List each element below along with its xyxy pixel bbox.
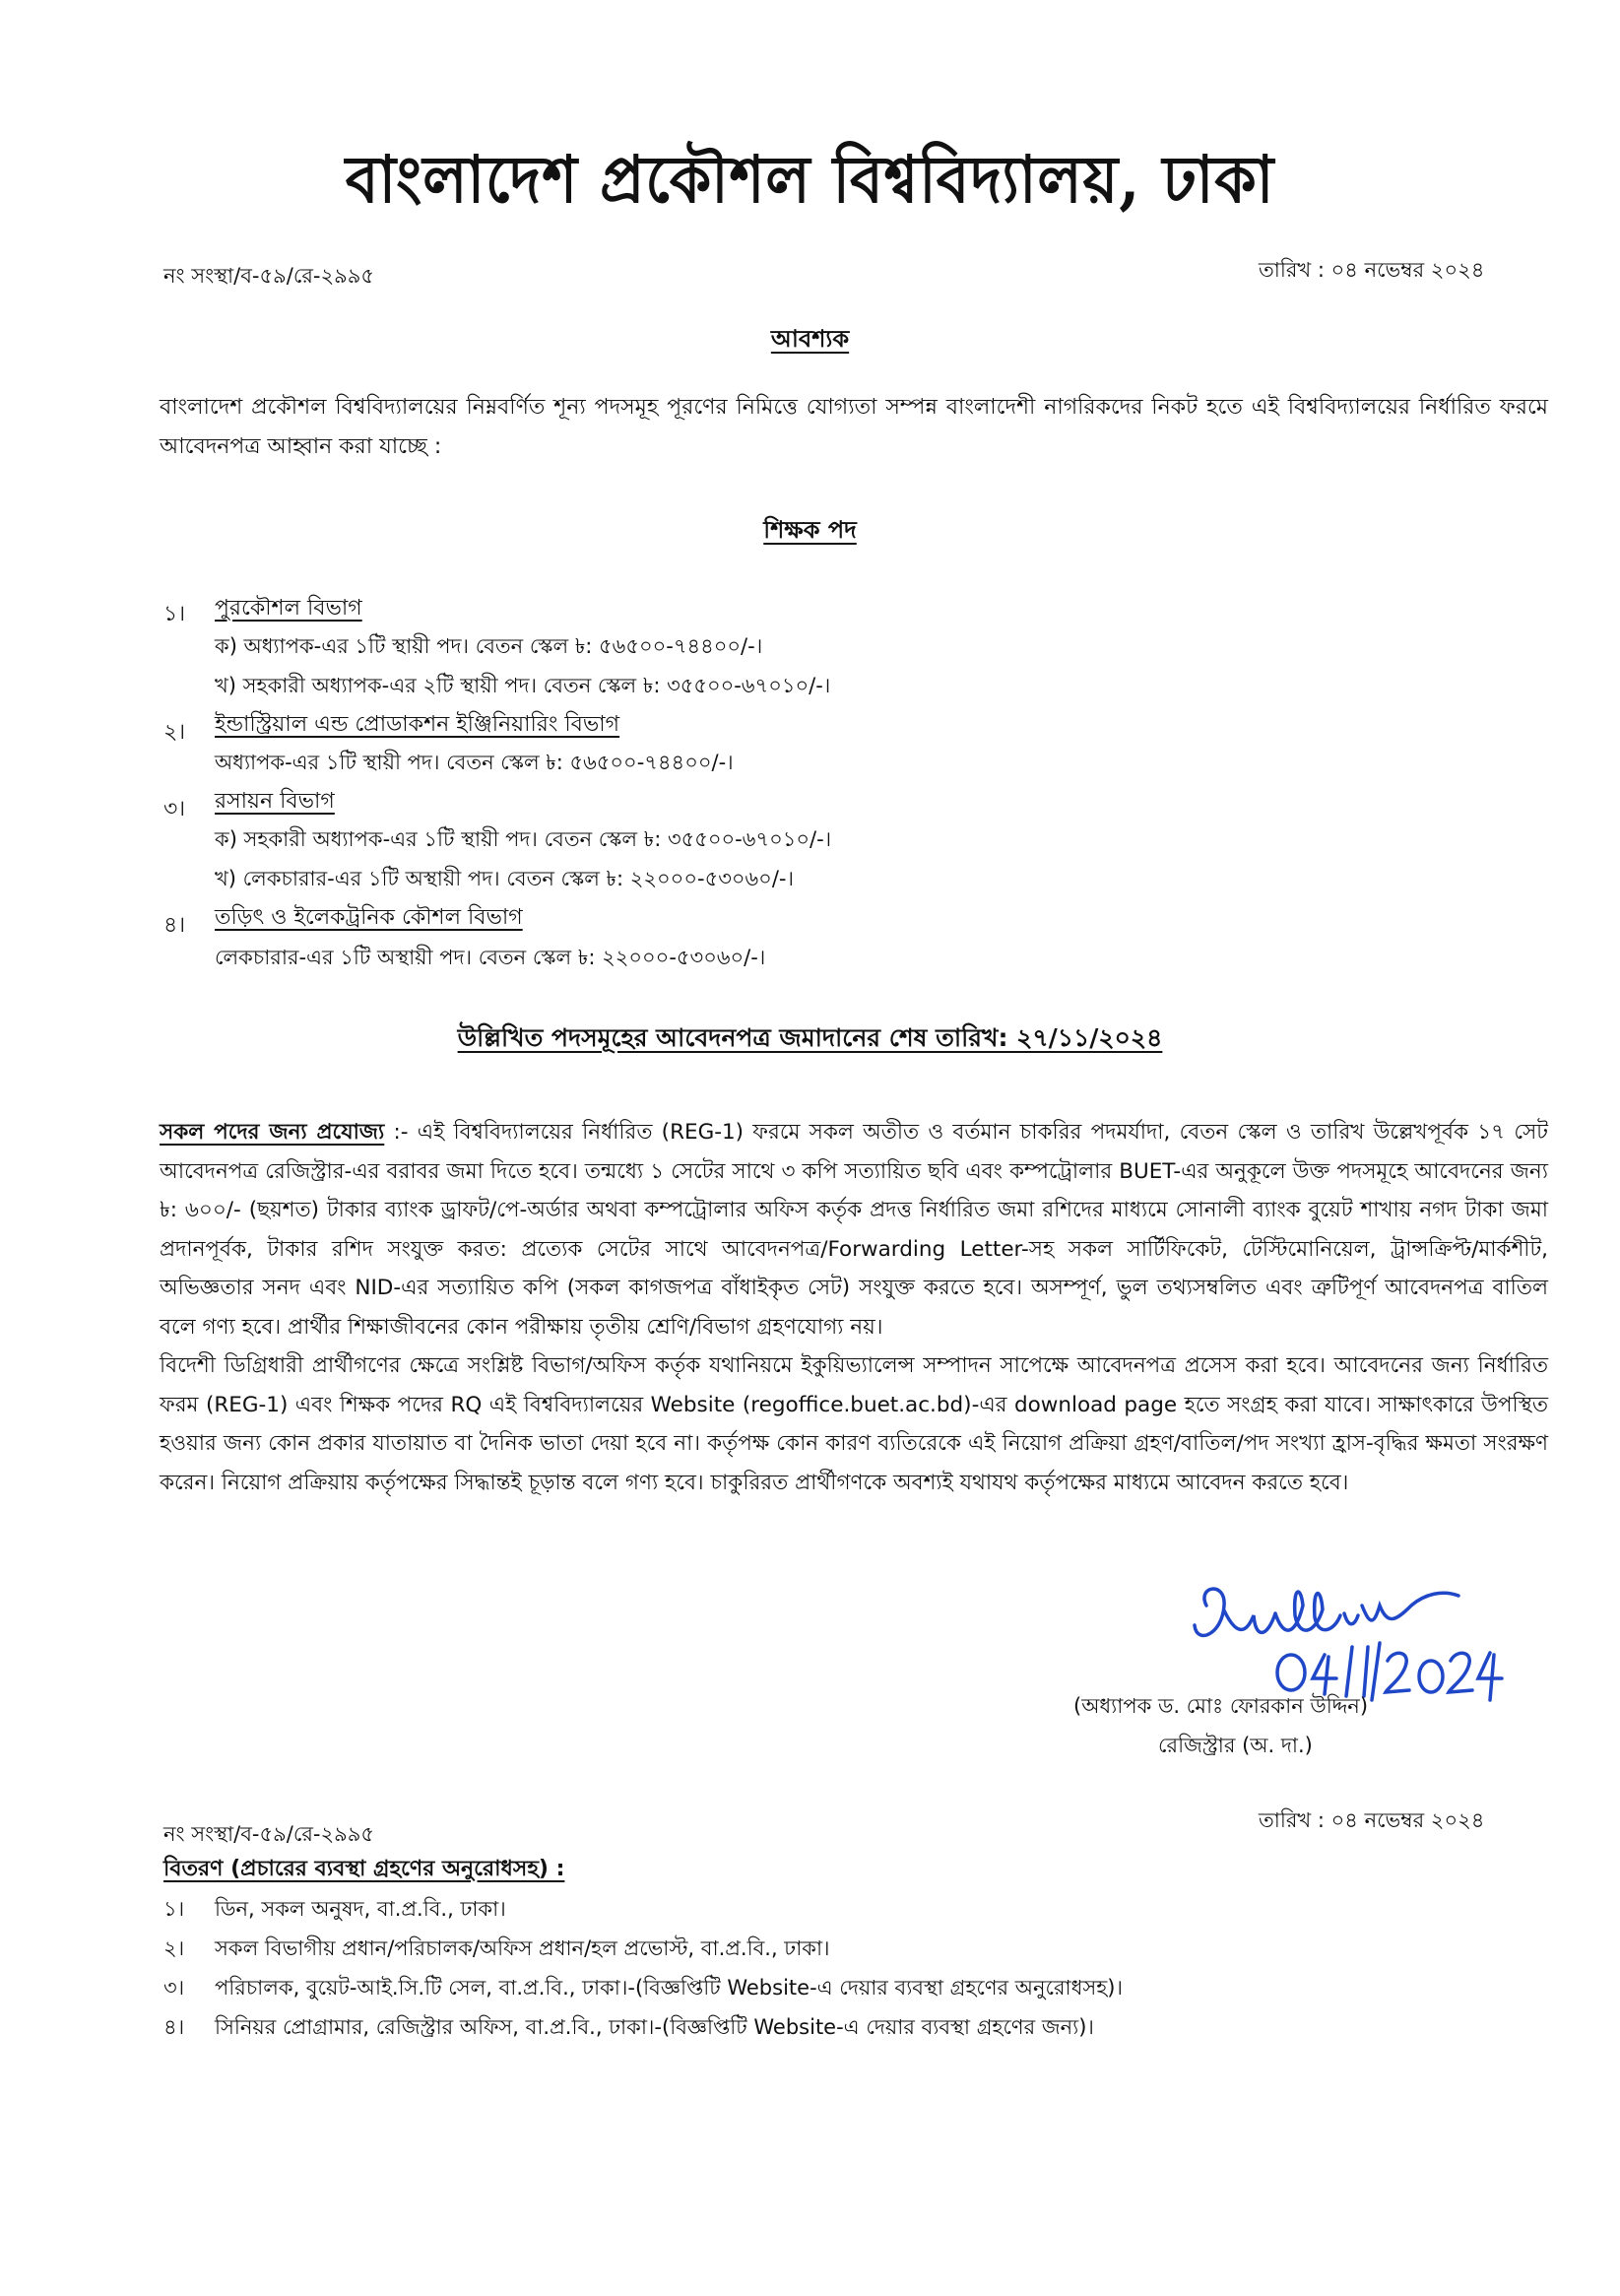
notice-date: তারিখ : ০৪ নভেম্বর ২০২৪ [1259,258,1485,282]
distribution-heading: বিতরণ (প্রচারের ব্যবস্থা গ্রহণের অনুরোধসহ) : [163,1857,565,1881]
department-number: ৩। [163,797,186,821]
distribution-item-number: ২। [163,1936,185,1960]
rules-text-1: :- এই বিশ্ববিদ্যালয়ের নির্ধারিত (REG-1) ফরমে সকল অতীত ও বর্তমান চাকরির পদমর্যাদা, বেতন স্কেল ও তারিখ উল্লেখপূর্বক ১৭ সেট আবেদনপত্র রেজিস্ট্রার-এর বরাবর জমা দিতে হবে। তন্মধ্যে ১ সেটের সাথে ৩ কপি সত্যায়িত ছবি এবং কম্পট্রোলার BUET-এর অনুকূলে উক্ত পদসমূহে আবেদনের জন্য ৳: ৬০০/- (ছয়শত) টাকার ব্যাংক ড্রাফট/পে-অর্ডার অথবা কম্পট্রোলার অফিস কর্তৃক প্রদত্ত নির্ধারিত জমা রশিদের মাধ্যমে সোনালী ব্যাংক বুয়েট শাখায় নগদ টাকা জমা প্রদানপূর্বক, টাকার রশিদ সংযুক্ত করত: প্রত্যেক সেটের সাথে আবেদনপত্র/Forwarding Letter-সহ সকল সার্টিফিকেট, টেস্টিমোনিয়েল, ট্রান্সক্রিপ্ট/মার্কশীট, অভিজ্ঞতার সনদ এবং NID-এর সত্যায়িত কপি (সকল কাগজপত্র বাঁধাইকৃত সেট) সংযুক্ত করতে হবে। অসম্পূর্ণ, ভুল তথ্যসম্বলিত এবং ত্রুটিপূর্ণ আবেদনপত্র বাতিল বলে গণ্য হবে। প্রার্থীর শিক্ষাজীবনের কোন পরীক্ষায় তৃতীয় শ্রেণি/বিভাগ গ্রহণযোগ্য নয়। [160,1120,1548,1340]
notice-heading: আবশ্যক [770,325,850,353]
distribution-item-number: ৪। [163,2015,185,2039]
distribution-date: তারিখ : ০৪ নভেম্বর ২০২৪ [1259,1808,1485,1832]
section-title: শিক্ষক পদ [763,516,857,544]
post-line: খ) লেকচারার-এর ১টি অস্থায়ী পদ। বেতন স্কেল ৳: ২২০০০-৫৩০৬০/-। [215,867,794,890]
rules-label: সকল পদের জন্য প্রযোজ্য [160,1120,385,1145]
department-number: ১। [163,602,186,626]
post-line: ক) অধ্যাপক-এর ১টি স্থায়ী পদ। বেতন স্কেল ৳: ৫৬৫০০-৭৪৪০০/-। [215,634,763,658]
distribution-memo-number: নং সংস্থা/ব-৫৯/রে-২৯৯৫ [163,1822,375,1846]
department-number: ৪। [163,913,186,938]
post-line: অধ্যাপক-এর ১টি স্থায়ী পদ। বেতন স্কেল ৳: ৫৬৫০০-৭৪৪০০/-। [215,751,734,774]
department-number: ২। [163,720,186,745]
signatory-name: (অধ্যাপক ড. মোঃ ফোরকান উদ্দিন) [1073,1694,1369,1718]
rules-paragraph-2: বিদেশী ডিগ্রিধারী প্রার্থীগণের ক্ষেত্রে সংশ্লিষ্ট বিভাগ/অফিস কর্তৃক যথানিয়মে ইকুয়িভ্যালেন্স সম্পাদন সাপেক্ষে আবেদনপত্র প্রসেস করা হবে। আবেদনের জন্য নির্ধারিত ফরম (REG-1) এবং শিক্ষক পদের RQ এই বিশ্ববিদ্যালয়ের Website (regoffice.buet.ac.bd)-এর download page হতে সংগ্রহ করা যাবে। সাক্ষাৎকারে উপস্থিত হওয়ার জন্য কোন প্রকার যাতায়াত বা দৈনিক ভাতা দেয়া হবে না। কর্তৃপক্ষ কোন কারণ ব্যতিরেকে এই নিয়োগ প্রক্রিয়া গ্রহণ/বাতিল/পদ সংখ্যা হ্রাস-বৃদ্ধির ক্ষমতা সংরক্ষণ করেন। নিয়োগ প্রক্রিয়ায় কর্তৃপক্ষের সিদ্ধান্তই চূড়ান্ত বলে গণ্য হবে। চাকুরিরত প্রার্থীগণকে অবশ্যই যথাযথ কর্তৃপক্ষের মাধ্যমে আবেদন করতে হবে। [160,1353,1549,1495]
application-deadline: উল্লিখিত পদসমূহের আবেদনপত্র জমাদানের শেষ তারিখ: ২৭/১১/২০২৪ [457,1023,1163,1052]
department-name: রসায়ন বিভাগ [215,789,335,814]
distribution-item-number: ১। [163,1897,185,1921]
distribution-item-number: ৩। [163,1976,185,2000]
department-name: তড়িৎ ও ইলেকট্রনিক কৌশল বিভাগ [215,905,523,930]
post-line: ক) সহকারী অধ্যাপক-এর ১টি স্থায়ী পদ। বেতন স্কেল ৳: ৩৫৫০০-৬৭০১০/-। [215,827,832,851]
department-name: পুরকৌশল বিভাগ [215,596,362,621]
university-title: বাংলাদেশ প্রকৌশল বিশ্ববিদ্যালয়, ঢাকা [345,141,1275,218]
distribution-item: ডিন, সকল অনুষদ, বা.প্র.বি., ঢাকা। [215,1897,506,1921]
signatory-designation: রেজিস্ট্রার (অ. দা.) [1158,1734,1313,1757]
rules-block [160,1113,1548,1502]
post-line: লেকচারার-এর ১টি অস্থায়ী পদ। বেতন স্কেল ৳: ২২০০০-৫৩০৬০/-। [215,946,766,969]
intro-paragraph: বাংলাদেশ প্রকৌশল বিশ্ববিদ্যালয়ের নিম্নবর্ণিত শূন্য পদসমূহ পূরণের নিমিত্তে যোগ্যতা সম্পন্ন বাংলাদেশী নাগরিকদের নিকট হতে এই বিশ্ববিদ্যালয়ের নির্ধারিত ফরমে আবেদনপত্র আহ্বান করা যাচ্ছে : [160,395,1548,459]
rules-paragraph-1 [160,1113,1548,1346]
department-name: ইন্ডাস্ট্রিয়াল এন্ড প্রোডাকশন ইঞ্জিনিয়ারিং বিভাগ [215,712,620,737]
memo-number: নং সংস্থা/ব-৫৯/রে-২৯৯৫ [163,264,375,288]
distribution-item: পরিচালক, বুয়েট-আই.সি.টি সেল, বা.প্র.বি., ঢাকা।-(বিজ্ঞপ্তিটি Website-এ দেয়ার ব্যবস্থা গ্রহণের অনুরোধসহ)। [215,1976,1123,2000]
post-line: খ) সহকারী অধ্যাপক-এর ২টি স্থায়ী পদ। বেতন স্কেল ৳: ৩৫৫০০-৬৭০১০/-। [215,674,831,697]
distribution-item: সকল বিভাগীয় প্রধান/পরিচালক/অফিস প্রধান/হল প্রভোস্ট, বা.প্র.বি., ঢাকা। [215,1936,830,1960]
distribution-item: সিনিয়র প্রোগ্রামার, রেজিস্ট্রার অফিস, বা.প্র.বি., ঢাকা।-(বিজ্ঞপ্তিটি Website-এ দেয়ার ব্যবস্থা গ্রহণের জন্য)। [215,2015,1094,2039]
